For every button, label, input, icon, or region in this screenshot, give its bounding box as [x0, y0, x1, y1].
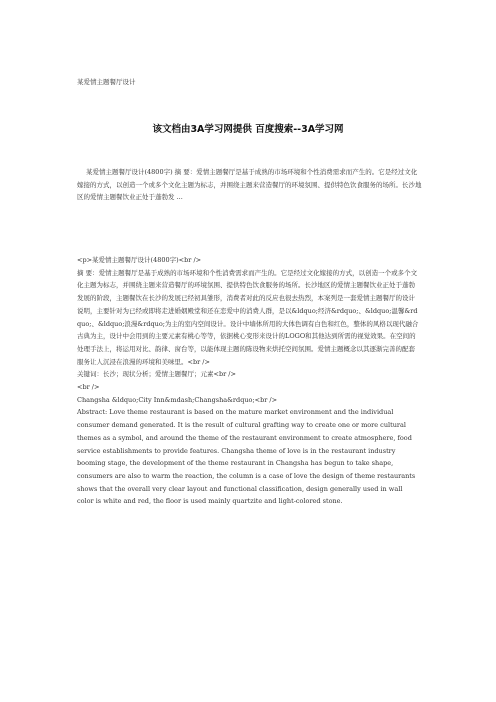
summary-paragraph: 某爱情主题餐厅设计(4800字) 摘 要：爱情主题餐厅是基于成熟的市场环境和个性消费需求而产生的。它是经过文化嫁接的方式，以创造一个或多个文化主题为标志，并围绕主题来营造餐厅的环境氛围、提供特色饮食服务的场所。长沙地区的爱情主题餐饮业正处于蓬勃发 ... — [77, 168, 422, 201]
document-body — [77, 254, 421, 508]
abstract-english-paragraph: Abstract: Love theme restaurant is based on the mature market environment and the individual consumer demand generated. It is the result of cultural grafting way to create one or more cultural themes as a symbol, and around the theme of the restaurant environment to create atmosphere, food service establishments to provide features. Changsha theme of love is in the restaurant industry booming stage, the development of the theme restaurant in Changsha has begun to take shape, consumers are also to warm the reaction, the column is a case of love the design of theme restaurants shows that the overall very clear layout and functional classification, design generally used in wall color is white and red, the floor is used mainly quartzite and light-colored stone. — [77, 408, 416, 506]
source-banner: 该文档由3A学习网提供 百度搜索--3A学习网 — [152, 124, 344, 135]
body-line-heading: <p>某爱情主题餐厅设计(4800字)<br /> — [77, 256, 202, 264]
english-title-line: Changsha &ldquo;City Inn&mdash;Changsha&rdquo;<br /> — [77, 395, 278, 404]
abstract-chinese-paragraph: 摘 要：爱情主题餐厅是基于成熟的市场环境和个性消费需求而产生的。它是经过文化嫁接的方式，以创造一个或多个文化主题为标志，并围绕主题来营造餐厅的环境氛围、提供特色饮食服务的场所。长沙地区的爱情主题餐饮业正处于蓬勃发展的阶段，主题餐饮在长沙的发展已经初具雏形，消费者对此的反应也很去热烈，本案列是一套爱情主题餐厅的设计说明，主要针对为已经或即将走进婚姻殿堂和还在恋爱中的消费人群，是以&ldquo;经济&rdquo;、&ldquo;温馨&rdquo;、&ldquo;浪漫&rdquo;为主的室内空间设计。设计中墙体所用的大体色调有白色和红色，整体的风格以现代融合古典为主，设计中会用到的主要元素有桃心等等，依据桃心变形来设计的LOGO和其他达到所需的视觉效果。在空间的处理手法上，将运用对比、韵律、窗台等，以能体现主题的陈设物来烘托空间氛围。爱情主题概念以其逐渐完善的配套服务让人沉浸在浪漫的环境和美味里。<br /> — [77, 268, 419, 366]
break-line: <br /> — [77, 383, 100, 392]
document-title: 某爱情主题餐厅设计 — [77, 78, 136, 86]
keywords-line: 关键词：长沙；现状分析；爱情主题餐厅；元素<br /> — [77, 370, 236, 379]
